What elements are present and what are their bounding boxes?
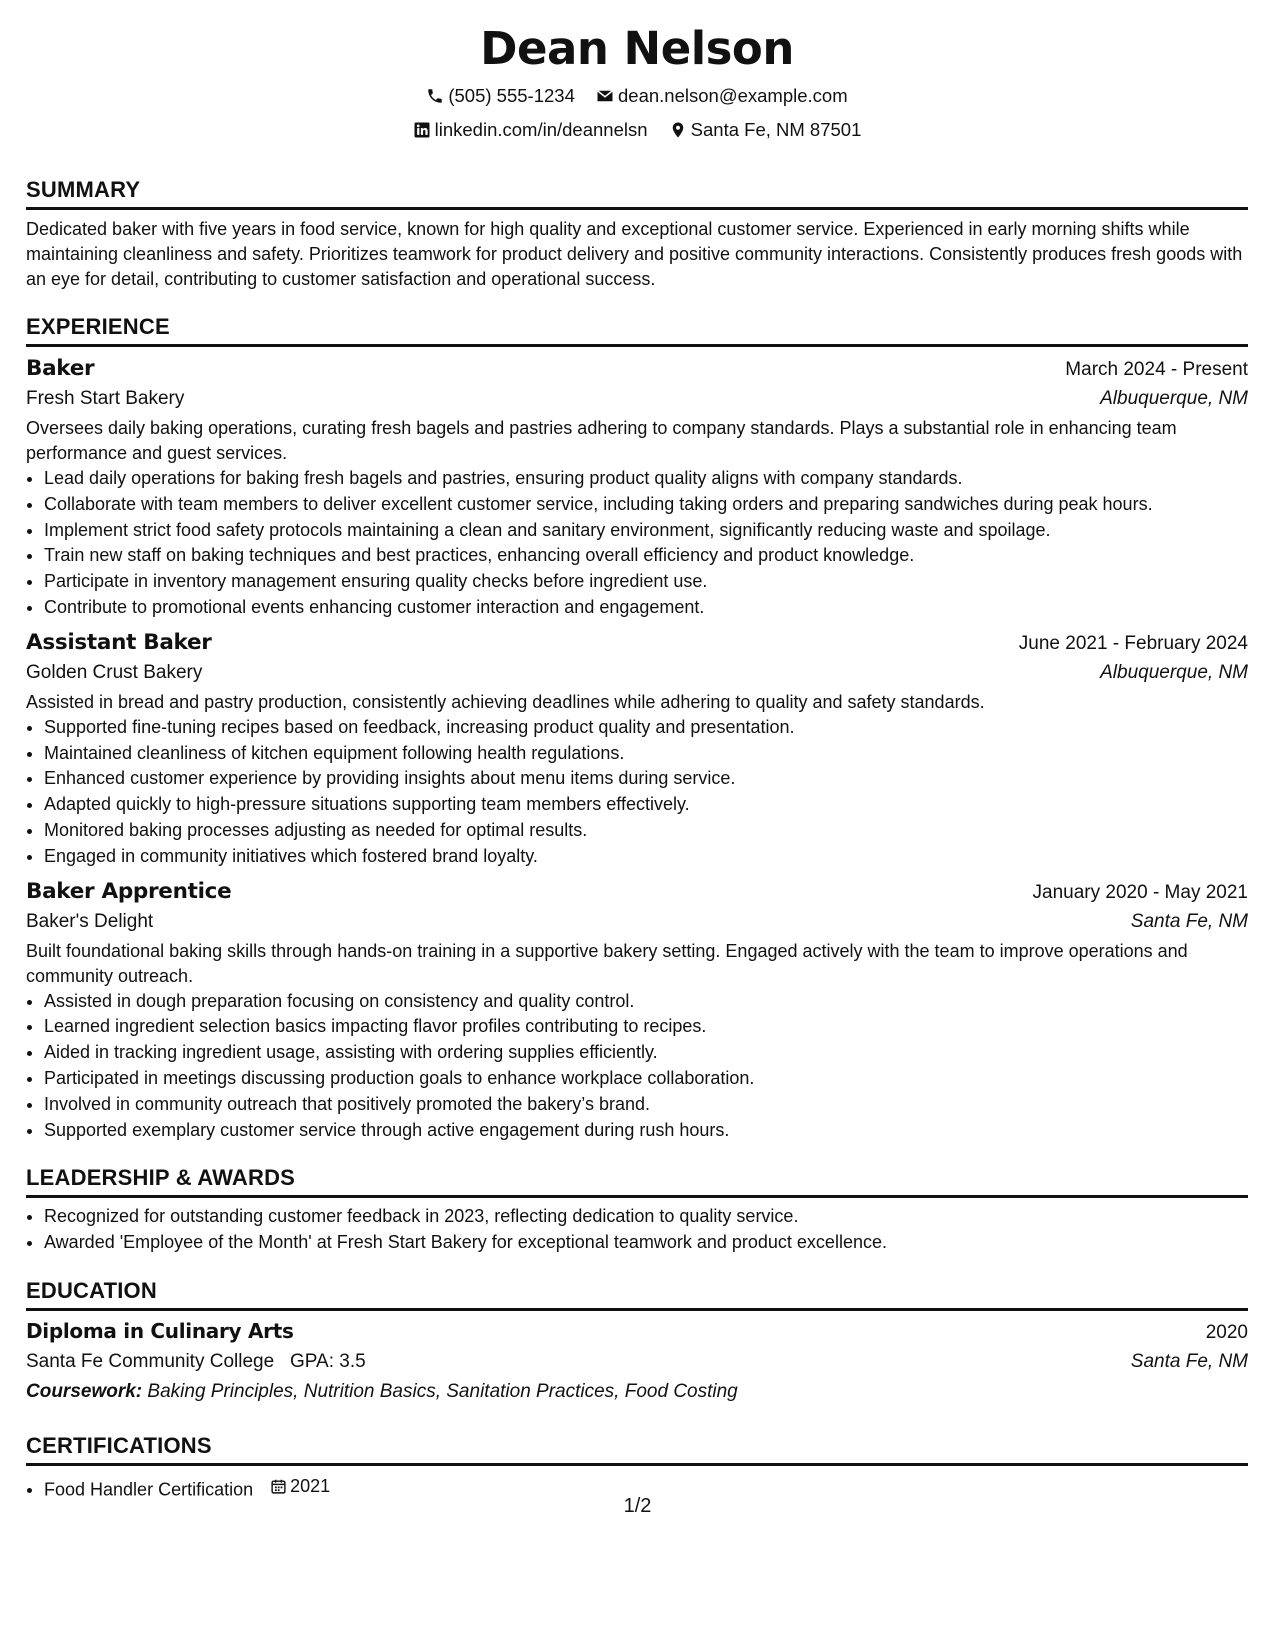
coursework [26,1377,1248,1407]
education-year: 2020 [1205,1321,1248,1343]
list-item: • Engaged in community initiatives which fostered brand loyalty. [44,844,1248,870]
list-item: • Assisted in dough preparation focusing on consistency and quality control. [44,989,1248,1015]
certification-name: Food Handler Certification [44,1479,254,1500]
job-bullets [26,715,1248,870]
school-name: Santa Fe Community College [26,1350,275,1372]
job-dates: January 2020 - May 2021 [1032,881,1248,903]
list-item: • Enhanced customer experience by providing insights about menu items during service. [44,766,1248,792]
map-pin-icon [669,121,687,139]
job-entry [26,355,1248,621]
section-title-certifications: CERTIFICATIONS [26,1433,1248,1466]
candidate-name: Dean Nelson [480,22,794,75]
list-item: • Awarded 'Employee of the Month' at Fresh Start Bakery for exceptional teamwork and product excellence. [44,1230,1248,1256]
job-company: Fresh Start Bakery [26,388,185,409]
list-item: • Supported fine-tuning recipes based on feedback, increasing product quality and presentation. [44,715,1248,741]
calendar-icon [270,1478,287,1495]
list-item: • Implement strict food safety protocols maintaining a clean and sanitary environment, significantly reducing waste and spoilage. [44,518,1248,544]
list-item: • Supported exemplary customer service through active engagement during rush hours. [44,1118,1248,1144]
coursework-label: Coursework: [26,1380,143,1402]
job-title: Baker Apprentice [26,878,232,904]
envelope-icon [596,87,614,105]
phone-text: (505) 555-1234 [448,85,575,106]
contact-line-1 [26,85,1248,110]
list-item: • Lead daily operations for baking fresh bagels and pastries, ensuring product quality aligns with company standards. [44,466,1248,492]
job-description: Assisted in bread and pastry production, consistently achieving deadlines while adhering to quality and safety standards. [26,691,985,712]
leadership-bullets [26,1204,1248,1256]
job-bullets [26,466,1248,621]
job-title: Assistant Baker [26,629,212,655]
resume-page [26,0,1248,1503]
linkedin-icon [413,121,431,139]
job-company: Golden Crust Bakery [26,661,203,683]
list-item: • Contribute to promotional events enhancing customer interaction and engagement. [44,595,1248,621]
gpa: GPA: 3.5 [290,1350,366,1372]
job-company: Baker's Delight [26,910,154,932]
list-item: • Involved in community outreach that positively promoted the bakery’s brand. [44,1092,1248,1118]
section-title-leadership: LEADERSHIP & AWARDS [26,1165,1248,1198]
list-item: • Collaborate with team members to deliver excellent customer service, including taking orders and preparing sandwiches during peak hours. [44,492,1248,518]
list-item: • Learned ingredient selection basics impacting flavor profiles contributing to recipes. [44,1014,1248,1040]
contact-line-2 [26,119,1248,144]
contact-linkedin[interactable] [413,119,648,141]
location-text: Santa Fe, NM 87501 [690,119,862,140]
linkedin-text: linkedin.com/in/deannelsn [434,119,648,140]
list-item: • Monitored baking processes adjusting as needed for optimal results. [44,818,1248,844]
certification-year: 2021 [290,1475,331,1496]
school-line [26,1347,366,1377]
phone-icon [426,87,444,105]
job-bullets [26,989,1248,1144]
list-item: • Recognized for outstanding customer feedback in 2023, reflecting dedication to quality service. [44,1204,1248,1230]
section-title-summary: SUMMARY [26,177,1248,210]
list-item: • Adapted quickly to high-pressure situations supporting team members effectively. [44,792,1248,818]
job-dates: June 2021 - February 2024 [1018,632,1248,654]
job-entry [26,629,1248,870]
job-description: Built foundational baking skills through hands-on training in a supportive bakery setting. Engaged actively with the team to improve operations and community outreach. [26,940,1188,986]
email-text: dean.nelson@example.com [618,85,848,106]
contact-location [669,119,862,141]
summary-text: Dedicated baker with five years in food service, known for high quality and exceptional customer service. Experienced in early morning shifts while maintaining cleanliness and safety. Prioritizes teamwork for product delivery and positive community interactions. Consistently produces fresh goods with an eye for detail, contributing to customer satisfaction and operational success. [26,219,1243,289]
job-location: Santa Fe, NM [1130,910,1248,932]
job-description: Oversees daily baking operations, curating fresh bagels and pastries adhering to company standards. Plays a substantial role in enhancing team performance and guest services. [26,418,1177,463]
page-number: 1/2 [623,1495,652,1517]
list-item: • Maintained cleanliness of kitchen equipment following health regulations. [44,741,1248,767]
coursework-list: Baking Principles, Nutrition Basics, Sanitation Practices, Food Costing [147,1380,738,1402]
education-location: Santa Fe, NM [1130,1350,1248,1372]
degree: Diploma in Culinary Arts [26,1318,294,1343]
contact-phone [426,85,575,107]
job-entry [26,878,1248,1144]
section-title-experience: EXPERIENCE [26,314,1248,347]
list-item: • Participated in meetings discussing production goals to enhance workplace collaboration. [44,1066,1248,1092]
job-dates: March 2024 - Present [1065,359,1248,380]
job-location: Albuquerque, NM [1100,661,1248,683]
contact-email[interactable] [596,85,848,107]
job-title: Baker [26,356,95,381]
job-location: Albuquerque, NM [1100,388,1248,409]
section-title-education: EDUCATION [26,1278,1248,1311]
list-item: • Train new staff on baking techniques and best practices, enhancing overall efficiency and product knowledge. [44,543,1248,569]
list-item: • Participate in inventory management ensuring quality checks before ingredient use. [44,569,1248,595]
education-entry [26,1317,1248,1407]
list-item: • Aided in tracking ingredient usage, assisting with ordering supplies efficiently. [44,1040,1248,1066]
